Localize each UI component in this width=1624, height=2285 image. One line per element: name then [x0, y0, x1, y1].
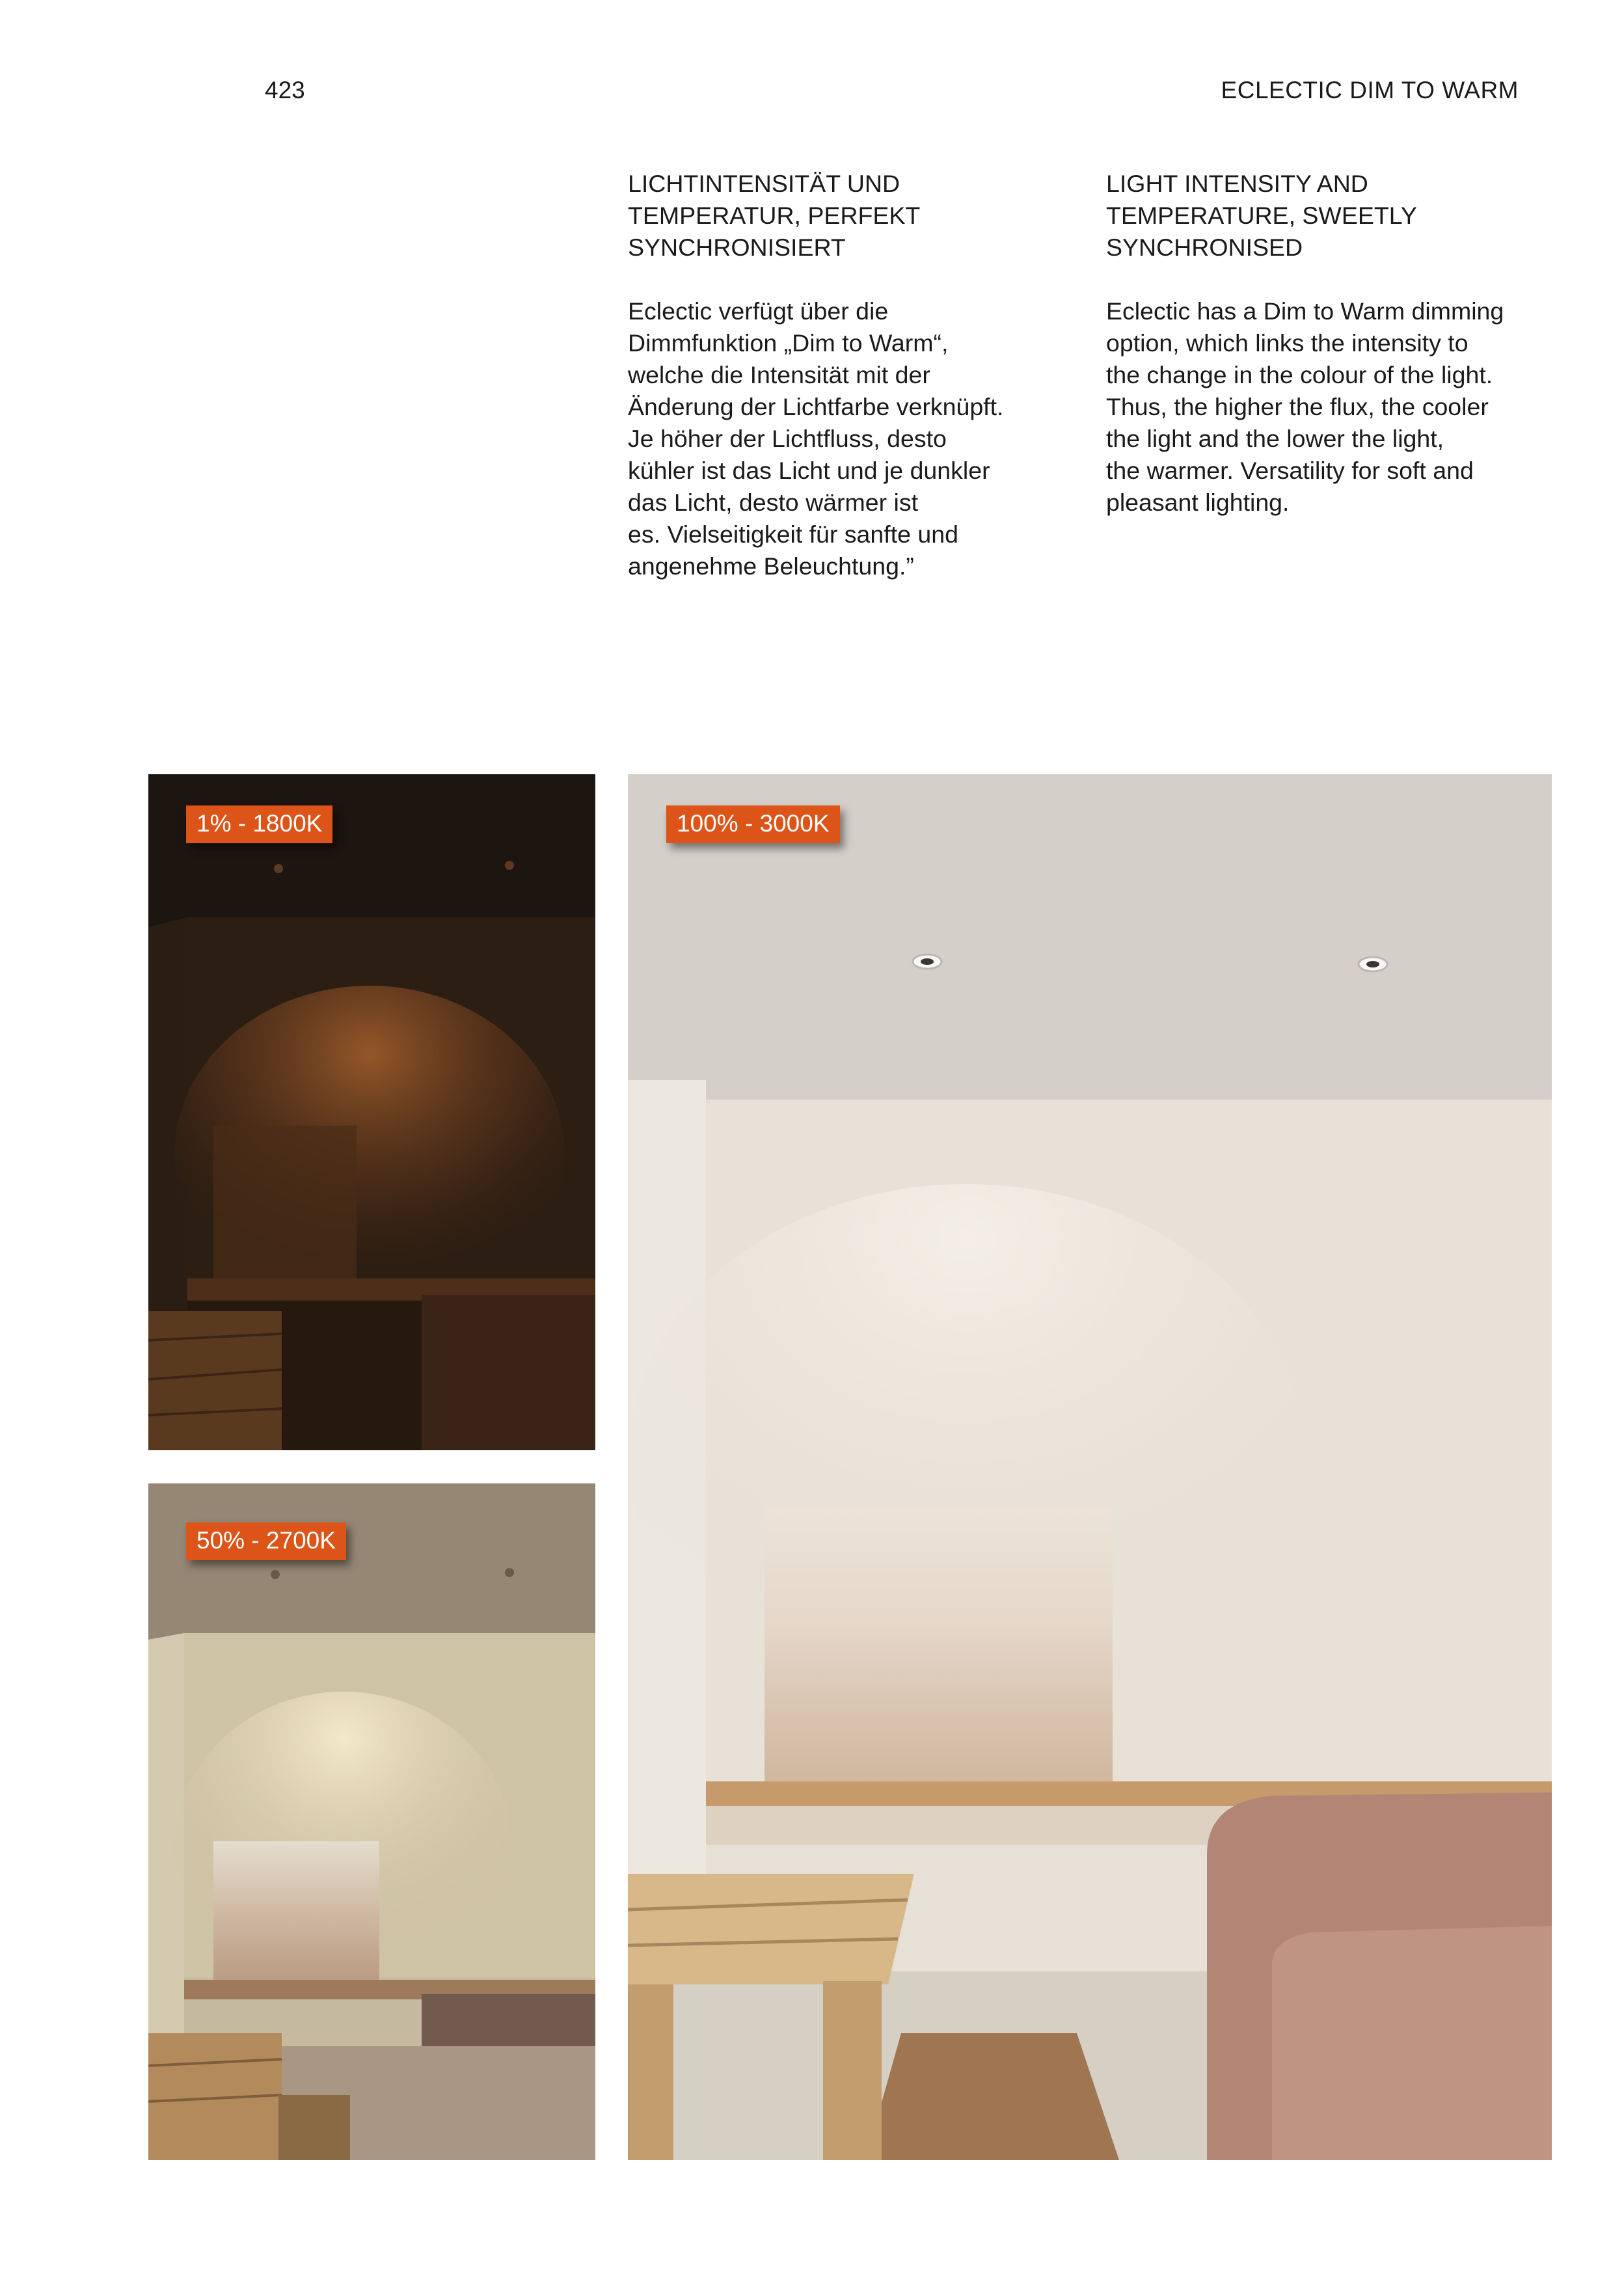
english-body: Eclectic has a Dim to Warm dimming option, which links the intensity to the change in the colour of the light. Thus, the higher the flux, the cooler the light and the lower the light, the warmer. Versatility for soft and pleasant lighting.: [1106, 297, 1504, 516]
german-column: [628, 168, 1083, 582]
english-column: [1106, 168, 1562, 519]
dim-level-badge: 50% - 2700K: [186, 1522, 346, 1560]
english-heading: LIGHT INTENSITY AND TEMPERATURE, SWEETLY SYNCHRONISED: [1106, 170, 1417, 261]
room-image-medium: [148, 1483, 595, 2160]
photo-100-percent: [628, 774, 1552, 2160]
photo-1-percent: [148, 774, 595, 1450]
room-image-bright: [628, 774, 1552, 2160]
german-heading: LICHTINTENSITÄT UND TEMPERATUR, PERFEKT SYNCHRONISIERT: [628, 170, 921, 261]
page-number: 423: [265, 77, 305, 103]
german-body: Eclectic verfügt über die Dimmfunktion „Dim to Warm“, welche die Intensität mit der Änderung der Lichtfarbe verknüpft. Je höher der Lichtfluss, desto kühler ist das Licht und je dunkler das Licht, desto wärmer ist es. Vielseitigkeit für sanfte und angenehme Beleuchtung.”: [628, 297, 1004, 580]
dim-level-badge: 1% - 1800K: [186, 805, 332, 843]
dim-level-badge: 100% - 3000K: [666, 805, 840, 843]
photo-50-percent: [148, 1483, 595, 2160]
document-title: ECLECTIC DIM TO WARM: [1221, 77, 1519, 103]
room-image-dark: [148, 774, 595, 1450]
